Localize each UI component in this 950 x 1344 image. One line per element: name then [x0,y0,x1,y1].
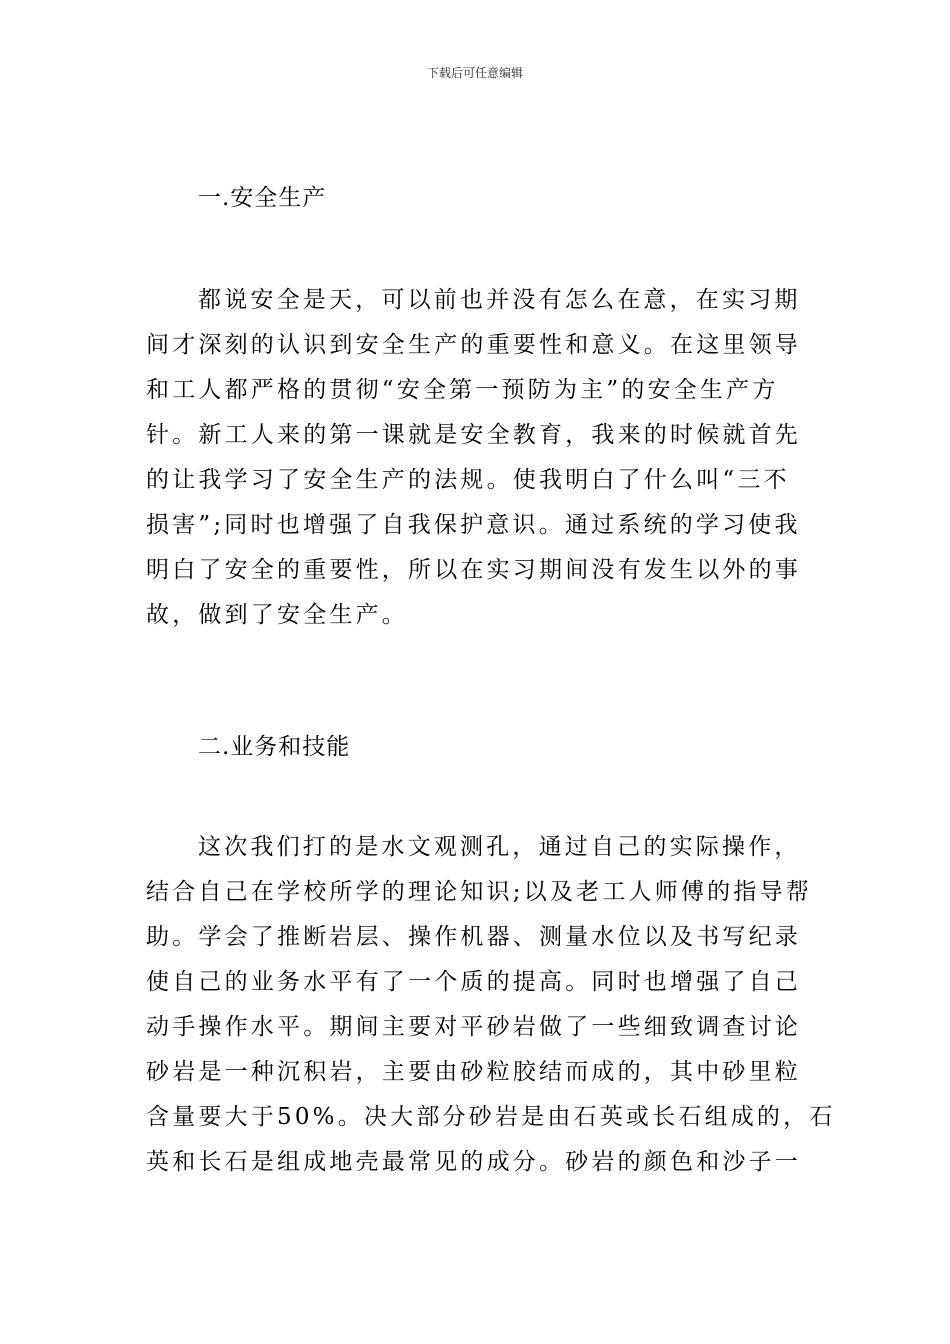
paragraph-line: 故，做到了安全生产。 [146,602,408,628]
paragraph-line: 动手操作水平。期间主要对平砂岩做了一些细致调查讨论 [146,1014,801,1040]
section-paragraph-skills [146,825,836,1185]
paragraph-line: 针。新工人来的第一课就是安全教育，我来的时候就首先 [146,422,801,448]
paragraph-line: 和工人都严格的贯彻“安全第一预防为主”的安全生产方 [146,377,779,403]
paragraph-line: 间才深刻的认识到安全生产的重要性和意义。在这里领导 [146,332,801,358]
paragraph-line: 这次我们打的是水文观测孔，通过自己的实际操作， [198,834,801,860]
paragraph-line: 砂岩是一种沉积岩，主要由砂粒胶结而成的，其中砂里粒 [146,1059,801,1085]
section-paragraph-safety [146,278,806,638]
section-heading-safety: 一.安全生产 [198,185,327,211]
section-heading-skills: 二.业务和技能 [198,734,351,760]
paragraph-line: 助。学会了推断岩层、操作机器、测量水位以及书写纪录 [146,924,801,950]
paragraph-line: 英和长石是组成地壳最常见的成分。砂岩的颜色和沙子一 [146,1149,801,1175]
paragraph-line: 结合自己在学校所学的理论知识;以及老工人师傅的指导帮 [146,879,812,905]
paragraph-line: 使自己的业务水平有了一个质的提高。同时也增强了自己 [146,969,801,995]
paragraph-line: 都说安全是天，可以前也并没有怎么在意，在实习期 [198,287,801,313]
paragraph-line: 损害”;同时也增强了自我保护意识。通过系统的学习使我 [146,512,801,538]
paragraph-line: 的让我学习了安全生产的法规。使我明白了什么叫“三不 [146,467,790,493]
paragraph-line: 明白了安全的重要性，所以在实习期间没有发生以外的事 [146,557,801,583]
page-header-note: 下载后可任意编辑 [426,66,523,80]
paragraph-line: 含量要大于50%。决大部分砂岩是由石英或长石组成的，石 [146,1104,836,1130]
